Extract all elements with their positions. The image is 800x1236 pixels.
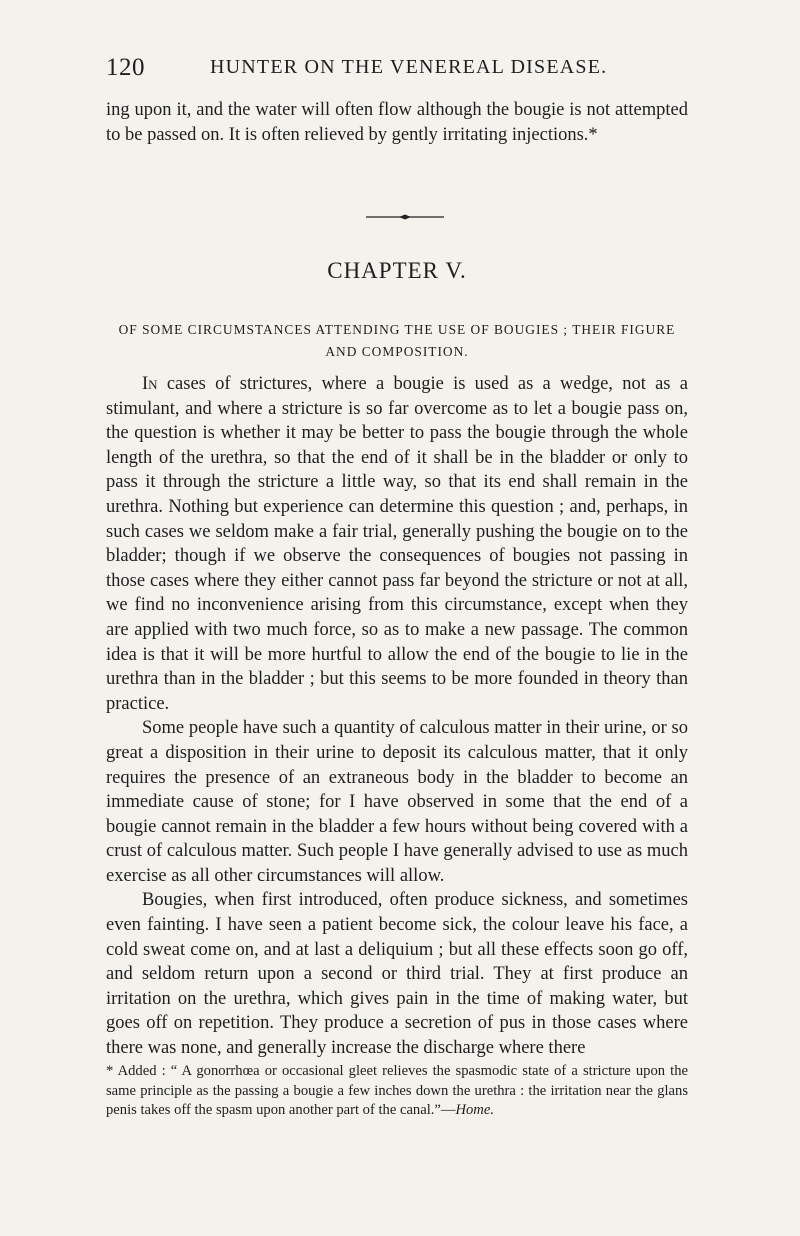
paragraph: Bougies, when first introduced, often produce sickness, and sometimes even fainting. I have seen a patient become sick, the colour leave his face, a cold sweat come on, and at last a deliquium ; but all these effects soon go off, and seldom return upon a second or third trial. They at first produce an irritation on the urethra, which gives pain in the time of making water, but goes off on repetition. They produce a secretion of pus in those cases where there was none, and generally increase the discharge where there (106, 890, 688, 1059)
ornament-divider (366, 214, 444, 220)
chapter-subtitle: OF SOME CIRCUMSTANCES ATTENDING THE USE OF BOUGIES ; THEIR FIGURE AND COMPOSITION. (118, 322, 676, 359)
footnote-text: * Added : “ A gonorrhœa or occasional gleet relieves the spasmodic state of a stricture upon the same principle as the passing a bougie a few inches down the urethra : the irritation near the glans penis takes off the spasm upon another part of the canal.”— (106, 1063, 688, 1119)
footnote (106, 1062, 688, 1121)
drop-word: In (142, 374, 158, 394)
paragraph (106, 372, 688, 716)
running-head (106, 54, 706, 84)
footnote-author: Home. (455, 1102, 494, 1119)
paragraph: Some people have such a quantity of calculous matter in their urine, or so great a disposition in their urine to deposit its calculous matter, that it only requires the presence of an extraneous body in the bladder to become an immediate cause of stone; for I have observed in some that the end of a bougie cannot remain in the bladder a few hours without being covered with a crust of calculous matter. Such people I have generally advised to use as much exercise as all other circumstances will allow. (106, 718, 688, 886)
paragraph-text: cases of strictures, where a bougie is used as a wedge, not as a stimulant, and where a stricture is so far overcome as to let a bougie pass on, the question is whether it may be better to pass the bougie through the whole length of the urethra, so that the end of it shall be in the bladder or only to pass it through the stricture a little way, so that its end shall remain in the urethra. Nothing but experience can determine this question ; and, perhaps, in such cases we seldom make a fair trial, generally pushing the bougie on to the bladder; though if we observe the consequences of bougies not passing in those cases where they either cannot pass far beyond the stricture or not at all, we find no inconvenience arising from this circumstance, except when they are applied with two much force, so as to make a new passage. The common idea is that it will be more hurtful to allow the end of the bougie to lie in the urethra than in the bladder ; but this seems to be more founded in theory than practice. (106, 374, 688, 714)
lead-paragraph: ing upon it, and the water will often flow although the bougie is not attempted to be passed on. It is often relieved by gently irritating injections.* (106, 100, 688, 145)
chapter-body (106, 372, 688, 1061)
lead-paragraph-block (106, 98, 688, 147)
page-number: 120 (106, 54, 145, 81)
running-title: HUNTER ON THE VENEREAL DISEASE. (210, 56, 608, 78)
chapter-title: CHAPTER V. (327, 258, 467, 283)
